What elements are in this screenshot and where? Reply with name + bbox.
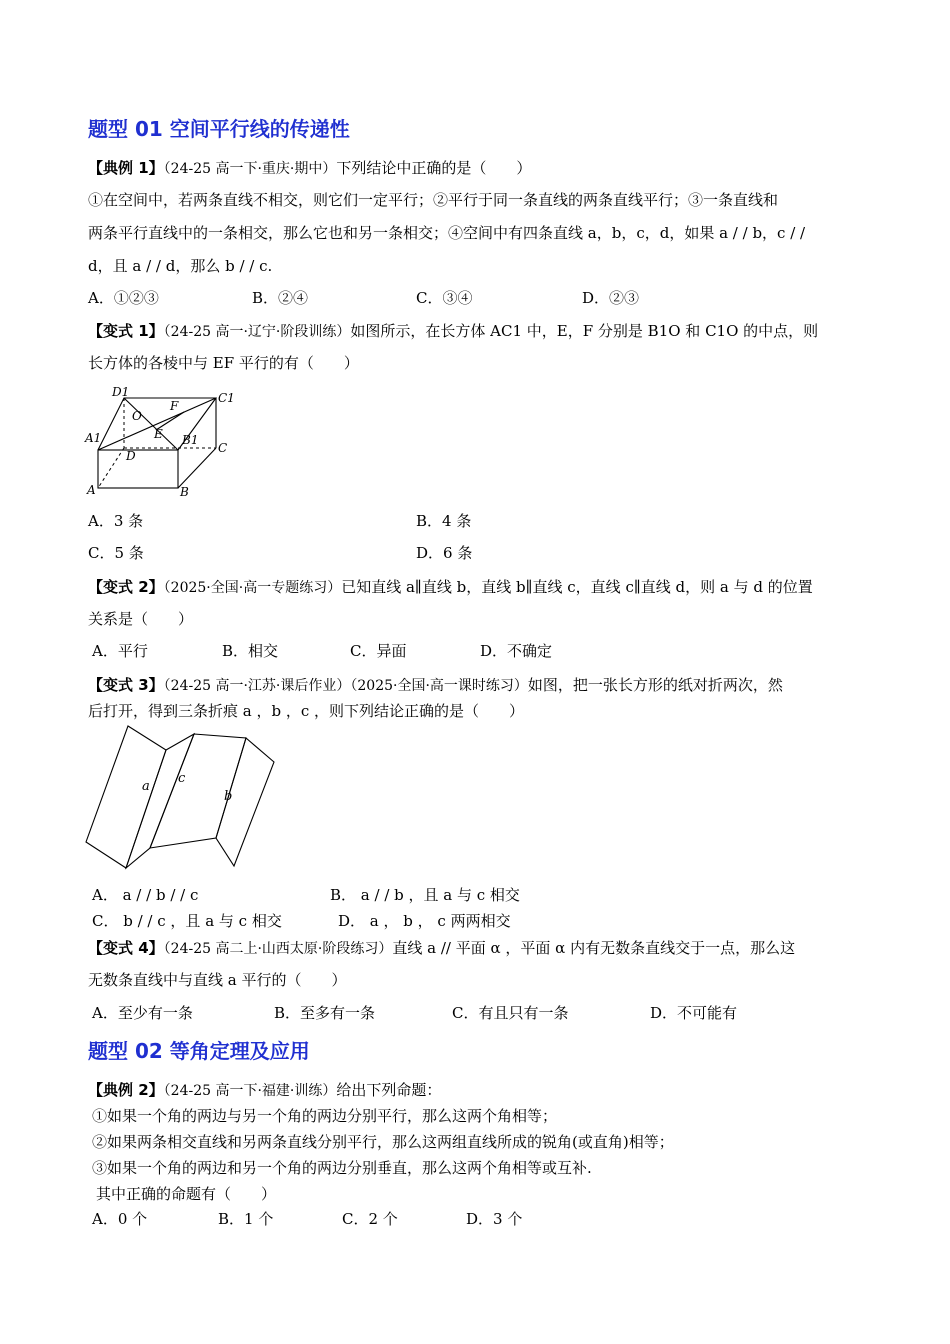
v3-source: （24-25 高一·江苏·课后作业）（2025·全国·高一课时练习） — [163, 678, 528, 694]
v4-header — [88, 938, 795, 959]
q1-source: （24-25 高一下·重庆·期中） — [163, 161, 337, 177]
q2-question: 其中正确的命题有（ ） — [96, 1185, 277, 1203]
folded-paper-figure — [84, 724, 280, 874]
q2-header — [88, 1080, 441, 1101]
v4-stem: 直线 a // 平面 α ，平面 α 内有无数条直线交于一点，那么这 — [392, 939, 796, 957]
v4-option-a: A．至少有一条 — [92, 1004, 193, 1022]
v1-line2: 长方体的各棱中与 EF 平行的有（ ） — [88, 354, 359, 372]
label-d1: D1 — [112, 385, 130, 399]
q1-option-c: C．③④ — [416, 289, 473, 307]
v3-line2: 后打开，得到三条折痕 a ，b ，c ，则下列结论正确的是（ ） — [88, 702, 525, 720]
v3-option-a: A． a / / b / / c — [92, 886, 199, 904]
label-o: O — [132, 409, 142, 423]
v3-option-c: C． b / / c ，且 a 与 c 相交 — [92, 912, 282, 930]
crease-label-b: b — [224, 789, 233, 804]
q1-line3: 两条平行直线中的一条相交，那么它也和另一条相交；④空间中有四条直线 a，b，c，d，如果 a / / b，c / / — [88, 224, 806, 242]
v4-tag: 【变式 4】 — [88, 939, 164, 957]
v1-source: （24-25 高一·辽宁·阶段训练） — [163, 324, 351, 340]
label-f: F — [170, 399, 179, 413]
v2-tag: 【变式 2】 — [88, 578, 164, 596]
v1-option-b: B．4 条 — [416, 512, 472, 530]
v1-tag: 【变式 1】 — [88, 322, 164, 340]
q2-source: （24-25 高一下·福建·训练） — [163, 1083, 337, 1099]
q1-header — [88, 158, 531, 179]
v2-option-a: A．平行 — [92, 642, 148, 660]
q1-line2: ①在空间中，若两条直线不相交，则它们一定平行；②平行于同一条直线的两条直线平行；③一条直线和 — [88, 191, 779, 209]
q1-tag: 【典例 1】 — [88, 159, 164, 177]
v2-option-b: B．相交 — [222, 642, 279, 660]
crease-label-a: a — [142, 779, 150, 794]
label-a: A — [87, 483, 96, 497]
hidden-edge-ad — [98, 448, 124, 488]
v3-stem: 如图，把一张长方形的纸对折两次，然 — [527, 676, 783, 694]
v1-header — [88, 321, 818, 342]
q1-line4: d，且 a / / d，那么 b / / c. — [88, 257, 273, 275]
q2-option-d: D．3 个 — [466, 1210, 523, 1228]
v3-option-b: B． a / / b ，且 a 与 c 相交 — [330, 886, 520, 904]
q2-option-c: C．2 个 — [342, 1210, 398, 1228]
v4-option-b: B．至多有一条 — [274, 1004, 376, 1022]
v2-option-d: D．不确定 — [480, 642, 553, 660]
v3-tag: 【变式 3】 — [88, 676, 164, 694]
v2-option-c: C．异面 — [350, 642, 407, 660]
label-c1: C1 — [218, 391, 235, 405]
v1-option-d: D．6 条 — [416, 544, 473, 562]
cuboid-edge-bc — [178, 448, 216, 488]
label-c: C — [218, 441, 228, 455]
q2-item-3: ③如果一个角的两边和另一个角的两边分别垂直，那么这两个角相等或互补. — [92, 1159, 592, 1177]
v4-option-d: D．不可能有 — [650, 1004, 738, 1022]
paper-panel-1 — [86, 726, 166, 868]
v4-line2: 无数条直线中与直线 a 平行的（ ） — [88, 971, 347, 989]
q2-stem: 给出下列命题： — [336, 1081, 442, 1099]
section-title-1: 题型 01 空间平行线的传递性 — [88, 117, 350, 141]
q2-option-a: A．0 个 — [92, 1210, 148, 1228]
v3-header — [88, 675, 783, 696]
q2-item-2: ②如果两条相交直线和另两条直线分别平行，那么这两组直线所成的锐角(或直角)相等； — [92, 1133, 674, 1151]
v2-header — [88, 577, 813, 598]
v1-option-c: C．5 条 — [88, 544, 144, 562]
section-title-2: 题型 02 等角定理及应用 — [88, 1039, 310, 1063]
v4-source: （24-25 高二上·山西太原·阶段练习） — [163, 941, 393, 957]
v1-stem: 如图所示，在长方体 AC1 中，E，F 分别是 B1O 和 C1O 的中点，则 — [350, 322, 819, 340]
label-e: E — [154, 427, 163, 441]
label-a1: A1 — [85, 431, 102, 445]
v1-option-a: A．3 条 — [88, 512, 144, 530]
label-b: B — [180, 485, 189, 499]
label-b1: B1 — [182, 433, 199, 447]
v2-source: （2025·全国·高一专题练习） — [163, 580, 342, 596]
q2-item-1: ①如果一个角的两边与另一个角的两边分别平行，那么这两个角相等； — [92, 1107, 558, 1125]
q1-option-b: B．②④ — [252, 289, 309, 307]
q2-tag: 【典例 2】 — [88, 1081, 164, 1099]
q1-stem: 下列结论中正确的是（ ） — [336, 159, 532, 177]
v2-line2: 关系是（ ） — [88, 610, 194, 628]
q2-option-b: B．1 个 — [218, 1210, 274, 1228]
q1-option-d: D．②③ — [582, 289, 640, 307]
q1-option-a: A．①②③ — [88, 289, 159, 307]
v2-stem: 已知直线 a∥直线 b，直线 b∥直线 c，直线 c∥直线 d，则 a 与 d 的位置 — [341, 578, 813, 596]
crease-label-c: c — [178, 771, 186, 786]
cuboid-figure — [84, 382, 244, 500]
paper-panel-2 — [126, 734, 194, 868]
v4-option-c: C．有且只有一条 — [452, 1004, 569, 1022]
label-d: D — [126, 449, 136, 463]
v3-option-d: D． a ， b ， c 两两相交 — [338, 912, 511, 930]
